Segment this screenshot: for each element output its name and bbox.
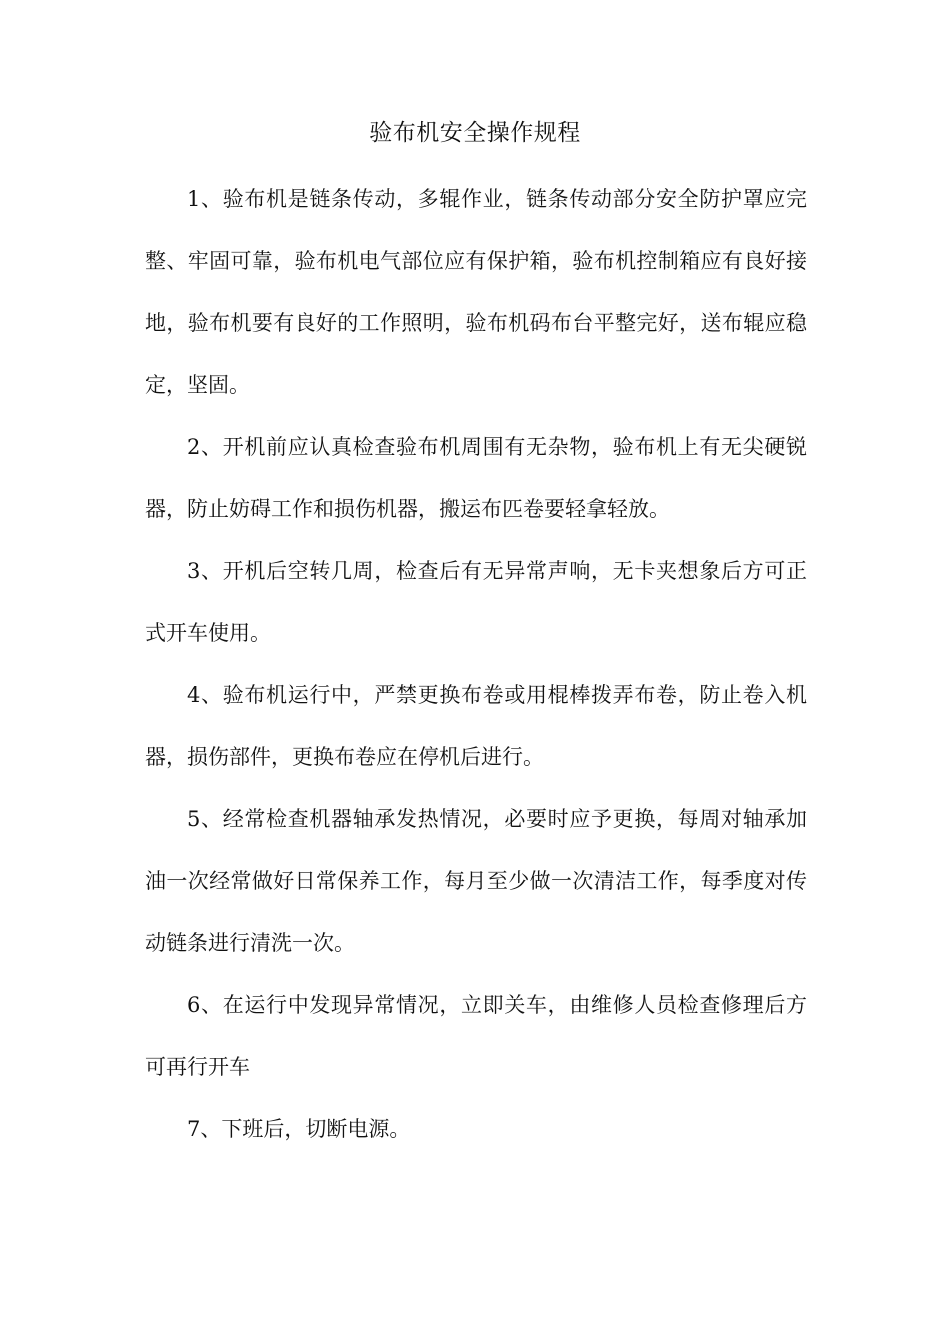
rule-paragraph-6: 6、在运行中发现异常情况，立即关车，由维修人员检查修理后方可再行开车	[145, 993, 807, 1079]
document-body	[145, 168, 807, 1160]
rule-paragraph-5: 5、经常检查机器轴承发热情况，必要时应予更换，每周对轴承加油一次经常做好日常保养工作，每月至少做一次清洁工作，每季度对传动链条进行清洗一次。	[145, 807, 807, 955]
rule-paragraph-2: 2、开机前应认真检查验布机周围有无杂物，验布机上有无尖硬锐器，防止妨碍工作和损伤机器，搬运布匹卷要轻拿轻放。	[145, 435, 807, 521]
rule-paragraph-7: 7、下班后，切断电源。	[187, 1117, 411, 1141]
rule-paragraph-3: 3、开机后空转几周，检查后有无异常声响，无卡夹想象后方可正式开车使用。	[145, 559, 807, 645]
rule-paragraph-4: 4、验布机运行中，严禁更换布卷或用棍棒拨弄布卷，防止卷入机器，损伤部件，更换布卷应在停机后进行。	[145, 683, 807, 769]
document-title: 验布机安全操作规程	[369, 120, 581, 146]
rule-paragraph-1: 1、验布机是链条传动，多辊作业，链条传动部分安全防护罩应完整、牢固可靠，验布机电气部位应有保护箱，验布机控制箱应有良好接地，验布机要有良好的工作照明，验布机码布台平整完好，送布辊应稳定，坚固。	[145, 187, 807, 397]
